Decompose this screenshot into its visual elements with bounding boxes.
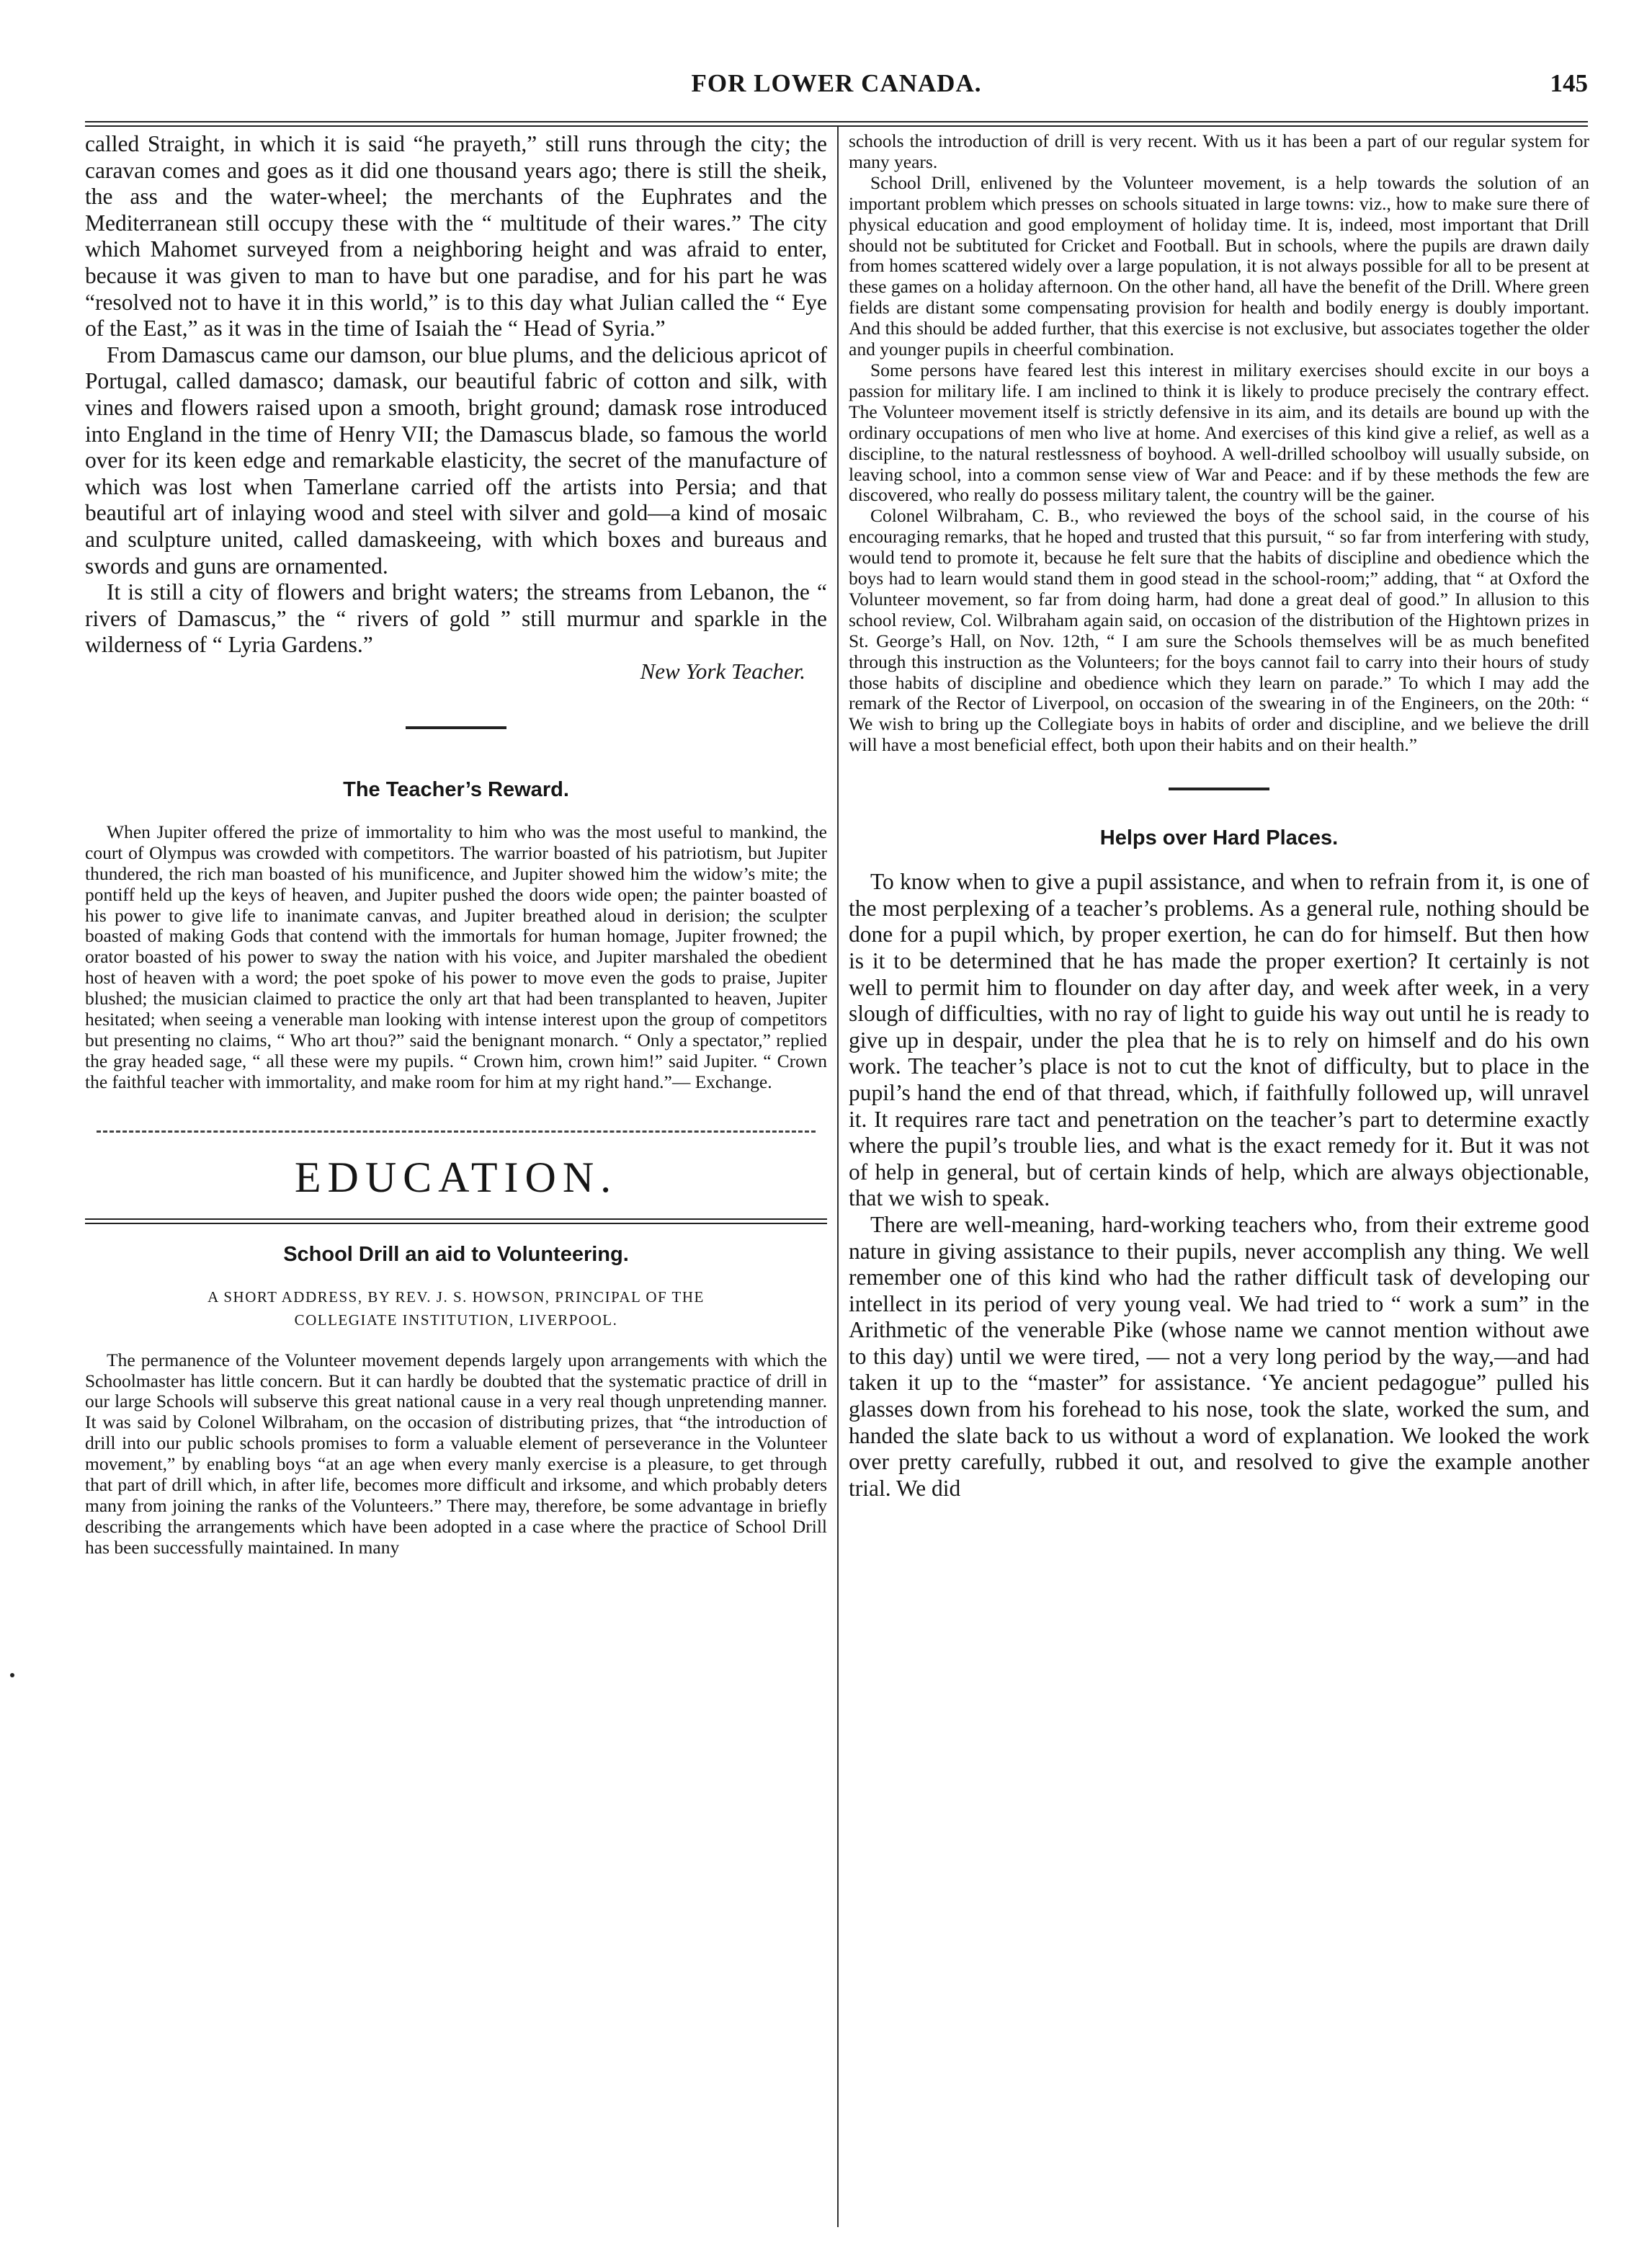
- school-drill-continued: [849, 131, 1589, 756]
- article-heading: The Teacher’s Reward.: [343, 777, 569, 801]
- margin-dot: [10, 1673, 14, 1677]
- article-paragraph: School Drill, enlivened by the Volunteer movement, is a help towards the solution of an important problem which presses on schools situated in large towns: viz., how to make sure there of physical education and good employment of holiday time. It is, indeed, most important that Drill should not be subtituted for Cricket and Football. But in schools, where the pupils are drawn daily from homes scattered widely over a large population, it is not always possible for all to be present at these games on a holiday afternoon. On the other hand, all have the benefit of the Drill. Where green fields are distant some compensating provision for health and bodily energy is doubly important. And this should be added further, that this exercise is not exclusive, but associates together the older and younger pupils in cheerful combination.: [849, 171, 1589, 360]
- double-rule: [85, 1218, 827, 1224]
- right-column: [849, 131, 1589, 2228]
- running-title: FOR LOWER CANADA.: [691, 69, 982, 97]
- article-paragraph: There are well-meaning, hard-working teachers who, from their extreme good nature in giving assistance to their pupils, never accomplish any thing. We well remember one of this kind who had the rather difficult task of developing our intellect in its period of very young veal. We had tried to “ work a sum” in the Arithmetic of the venerable Pike (whose name we cannot mention without awe to this day) until we were tired, — not a very long period by the way,—and had taken it up to the “master” for assistance. ‘Ye ancient pedagogue” pulled his glasses down from his forehead to his nose, took the slate, worked the sum, and handed the slate back to us without a word of explanation. We looked the work over pretty carefully, rubbed it out, and resolved to give the example another trial. We did: [849, 1211, 1589, 1501]
- article-paragraph: From Damascus came our damson, our blue plums, and the delicious apricot of Portugal, called damasco; damask, our beautiful fabric of cotton and silk, with vines and flowers raised upon a smooth, bright ground; damask rose introduced into England in the time of Henry VII; the Damascus blade, so famous the world over for its keen edge and remarkable elasticity, the secret of the manufacture of which was lost when Tamerlane carried off the artists into Persia; and that beautiful art of inlaying wood and steel with silver and gold—a kind of mosaic and sculpture united, called damaskeeing, with which boxes and bureaus and swords and guns are ornamented.: [85, 342, 827, 579]
- article-paragraph: The permanence of the Volunteer movement depends largely upon arrangements with which the Schoolmaster has little concern. But it can hardly be doubted that the systematic practice of drill in our large Schools will subserve this great national cause in a very real though unpretending manner. It was said by Colonel Wilbraham, on the occasion of distributing prizes, that “the introduction of drill into our public schools promises to form a valuable element of perseverance in the Volunteer movement,” by enabling boys “at an age when every manly exercise is a pleasure, to get through that part of drill which, in after life, becomes more difficult and irksome, and which probably deters many from joining the ranks of the Volunteers.” There may, therefore, be some advantage in briefly describing the arrangements which have been adopted in a case where the practice of School Drill has been successfully maintained. In many: [85, 1349, 827, 1558]
- helps-article: [849, 826, 1589, 1502]
- school-drill-article: [85, 1243, 827, 1558]
- section-title: EDUCATION.: [294, 1153, 618, 1201]
- header-rule: [85, 121, 1588, 127]
- source-credit: New York Teacher.: [640, 658, 805, 684]
- article-paragraph: To know when to give a pupil assistance, and when to refrain from it, is one of the most perplexing of a teacher’s problems. As a general rule, nothing should be done for a pupil which, by proper exertion, he can do for himself. But then how is it to be determined that he has made the proper exertion? It certainly is not well to permit him to flounder on day after day, and week after week, in a very slough of difficulties, with no ray of light to guide his way out until he is ready to give up in despair, under the plea that he is to rely on himself and do his own work. The teacher’s place is not to cut the knot of difficulty, but to place in the pupil’s hand the end of that thread, which, if faithfully followed up, will unravel it. It requires rare tact and penetration on the teacher’s part to determine exactly where the pupil’s trouble lies, and what is the exact remedy for it. But it was not of help in general, but of certain kinds of help, which are always objectionable, that we wish to speak.: [849, 869, 1589, 1211]
- damascus-article: [85, 131, 827, 684]
- article-paragraph: schools the introduction of drill is very recent. With us it has been a part of our regular system for many years.: [849, 131, 1589, 172]
- article-heading: School Drill an aid to Volunteering.: [283, 1242, 629, 1266]
- column-divider: [837, 127, 839, 2227]
- page-number: 145: [1550, 69, 1588, 97]
- byline: COLLEGIATE INSTITUTION, LIVERPOOL.: [294, 1311, 618, 1329]
- article-paragraph: Some persons have feared lest this interest in military exercises should excite in our boys a passion for military life. I am inclined to think it is likely to produce precisely the contrary effect. The Volunteer movement itself is strictly defensive in its aim, and its details are bound up with the ordinary occupations of men who live at home. And exercises of this kind give a relief, as well as a discipline, to the natural restlessness of boyhood. A well-drilled schoolboy will usually subside, on leaving school, into a common sense view of War and Peace: and if by these methods the few are discovered, who really do possess military talent, the country will be the gainer.: [849, 359, 1589, 506]
- teachers-reward-article: [85, 778, 827, 1093]
- left-column: [85, 131, 827, 2228]
- running-head: [85, 69, 1588, 112]
- article-paragraph: When Jupiter offered the prize of immortality to him who was the most useful to mankind, the court of Olympus was crowded with competitors. The warrior boasted of his patriotism, but Jupiter thundered, the rich man boasted of his munificence, and Jupiter showed him the widow’s mite; the pontiff held up the keys of heaven, and Jupiter pushed the doors wide open; the painter boasted of his power to give life to inanimate canvas, and Jupiter breathed aloud in derision; the sculpter boasted of making Gods that contend with the immortals for human homage, Jupiter frowned; the orator boasted of his power to sway the nation with his voice, and Jupiter marshaled the obedient host of heaven with a word; the poet spoke of his power to move even the gods to praise, Jupiter blushed; the musician claimed to practice the only art that had been transplanted to heaven, Jupiter hesitated; when seeing a venerable man looking with intense interest upon the group of competitors but presenting no claims, “ Who art thou?” said the benignant monarch. “ Only a spectator,” replied the gray headed sage, “ all these were my pupils. “ Crown him, crown him!” said Jupiter. “ Crown the faithful teacher with immortality, and make room for him at my right hand.”— Exchange.: [85, 821, 827, 1092]
- article-paragraph: It is still a city of flowers and bright waters; the streams from Lebanon, the “ rivers of Damascus,” the “ rivers of gold ” still murmur and sparkle in the wilderness of “ Lyria Gardens.”: [85, 579, 827, 658]
- article-paragraph: Colonel Wilbraham, C. B., who reviewed the boys of the school said, in the course of his encouraging remarks, that he hoped and trusted that this pursuit, “ so far from interfering with study, would tend to promote it, because he felt sure that the habits of discipline and obedience which the boys had to learn would stand them in good stead in the school-room;” adding, that “ at Oxford the Volunteer movement, so far from doing harm, had done a great deal of good.” In allusion to this school review, Col. Wilbraham again said, on occasion of the distribution of the Hightown prizes in St. George’s Hall, on Nov. 12th, “ I am sure the Schools themselves will be as much benefited through this instruction as the Volunteers; for the boys cannot fail to carry into their hours of study those habits of discipline and obedience which they learn on parade.” To which I may add the remark of the Rector of Liverpool, on occasion of the swearing in of the Engineers, on the 20th: “ We wish to bring up the Collegiate boys in habits of order and discipline, and we believe the drill will have a most beneficial effect, both upon their habits and on their health.”: [849, 505, 1589, 756]
- article-heading: Helps over Hard Places.: [1099, 826, 1339, 850]
- article-paragraph: called Straight, in which it is said “he prayeth,” still runs through the city; the caravan comes and goes as it did one thousand years ago; there is still the sheik, the ass and the water-wheel; the merchants of the Euphrates and the Mediterranean still occupy these with the “ multitude of their wares.” The city which Mahomet surveyed from a neighboring height and was afraid to enter, because it was given to man to have but one paradise, and for his part he was “resolved not to have it in this world,” is to this day what Julian called the “ Eye of the East,” as it was in the time of Isaiah the “ Head of Syria.”: [85, 131, 827, 342]
- byline: A SHORT ADDRESS, BY REV. J. S. HOWSON, PRINCIPAL OF THE: [207, 1288, 705, 1306]
